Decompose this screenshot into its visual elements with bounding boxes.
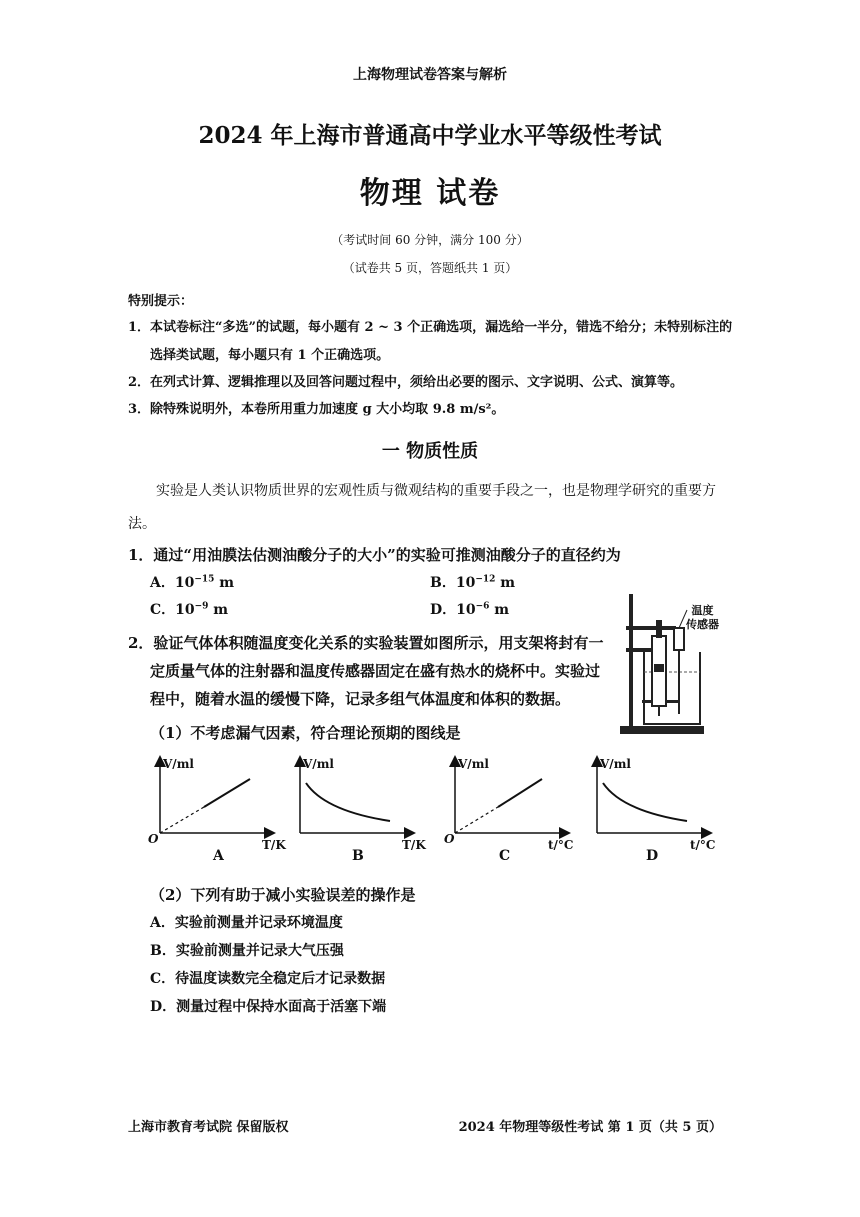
graph-b <box>300 761 410 833</box>
graph-d-ylabel: V/ml <box>600 757 631 771</box>
section-intro: 实验是人类认识物质世界的宏观性质与微观结构的重要手段之一，也是物理学研究的重要方法。 <box>128 483 716 532</box>
graph-b-xlabel: T/K <box>402 838 426 852</box>
graph-a-origin: O <box>148 832 159 846</box>
q1-option-a: A．$10^{-15}$ m <box>150 574 235 591</box>
footer-left: 上海市教育考试院 保留版权 <box>128 1120 289 1135</box>
sensor-label: 温度 传感器 <box>686 604 719 631</box>
notice-heading: 特别提示： <box>128 294 194 309</box>
q2-stem-line-3: 程中，随着水温的缓慢下降，记录多组气体温度和体积的数据。 <box>150 690 571 708</box>
q1-option-b: B．$10^{-12}$ m <box>430 574 516 591</box>
graph-a <box>160 761 270 833</box>
graph-c-name: C <box>499 848 511 864</box>
page-header: 上海物理试卷答案与解析 <box>353 67 507 83</box>
graph-a-ylabel: V/ml <box>163 757 194 771</box>
q2-option-b: B．实验前测量并记录大气压强 <box>150 943 344 959</box>
graph-c-origin: O <box>444 832 455 846</box>
footer-right: 2024 年物理等级性考试 第 1 页（共 5 页） <box>458 1120 722 1135</box>
q1-stem: 1．通过“用油膜法估测油酸分子的大小”的实验可推测油酸分子的直径约为 <box>128 546 621 564</box>
exam-subtitle: 物理 试卷 <box>359 176 501 211</box>
graph-c <box>455 761 565 833</box>
exam-time-info: （考试时间 60 分钟，满分 100 分） <box>331 233 529 247</box>
notice-item-2: 2．在列式计算、逻辑推理以及回答问题过程中，须给出必要的图示、文字说明、公式、演算等。 <box>128 375 684 390</box>
q1-option-d: D．$10^{-6}$ m <box>430 601 510 618</box>
q2-option-a: A．实验前测量并记录环境温度 <box>150 915 343 931</box>
q2-sub2: （2）下列有助于减小实验误差的操作是 <box>150 886 416 904</box>
q2-option-c: C．待温度读数完全稳定后才记录数据 <box>150 971 386 987</box>
q2-option-d: D．测量过程中保持水面高于活塞下端 <box>150 999 387 1015</box>
q2-stem-line-1: 2．验证气体体积随温度变化关系的实验装置如图所示，用支架将封有一 <box>128 634 604 652</box>
q1-option-c: C．$10^{-9}$ m <box>150 601 229 618</box>
graph-b-ylabel: V/ml <box>303 757 334 771</box>
graph-a-xlabel: T/K <box>262 838 286 852</box>
exam-pages-info: （试卷共 5 页，答题纸共 1 页） <box>342 261 518 275</box>
notice-item-3: 3．除特殊说明外，本卷所用重力加速度 g 大小均取 9.8 m/s²。 <box>128 402 505 417</box>
graph-d-name: D <box>646 848 659 864</box>
graph-b-name: B <box>352 848 364 864</box>
q2-sub1: （1）不考虑漏气因素，符合理论预期的图线是 <box>150 724 461 742</box>
graph-d <box>597 761 707 833</box>
graph-a-name: A <box>213 848 224 864</box>
notice-item-1-cont: 选择类试题，每小题只有 1 个正确选项。 <box>150 348 390 363</box>
exam-title: 2024 年上海市普通高中学业水平等级性考试 <box>198 122 662 149</box>
graph-c-ylabel: V/ml <box>458 757 489 771</box>
section-title: 一 物质性质 <box>381 441 479 462</box>
graph-c-xlabel: t/°C <box>548 838 574 852</box>
notice-item-1: 1．本试卷标注“多选”的试题，每小题有 2 ~ 3 个正确选项，漏选给一半分，错选不给分；未特别标注的 <box>128 320 733 335</box>
graph-d-xlabel: t/°C <box>690 838 716 852</box>
q2-stem-line-2: 定质量气体的注射器和温度传感器固定在盛有热水的烧杯中。实验过 <box>150 662 601 680</box>
